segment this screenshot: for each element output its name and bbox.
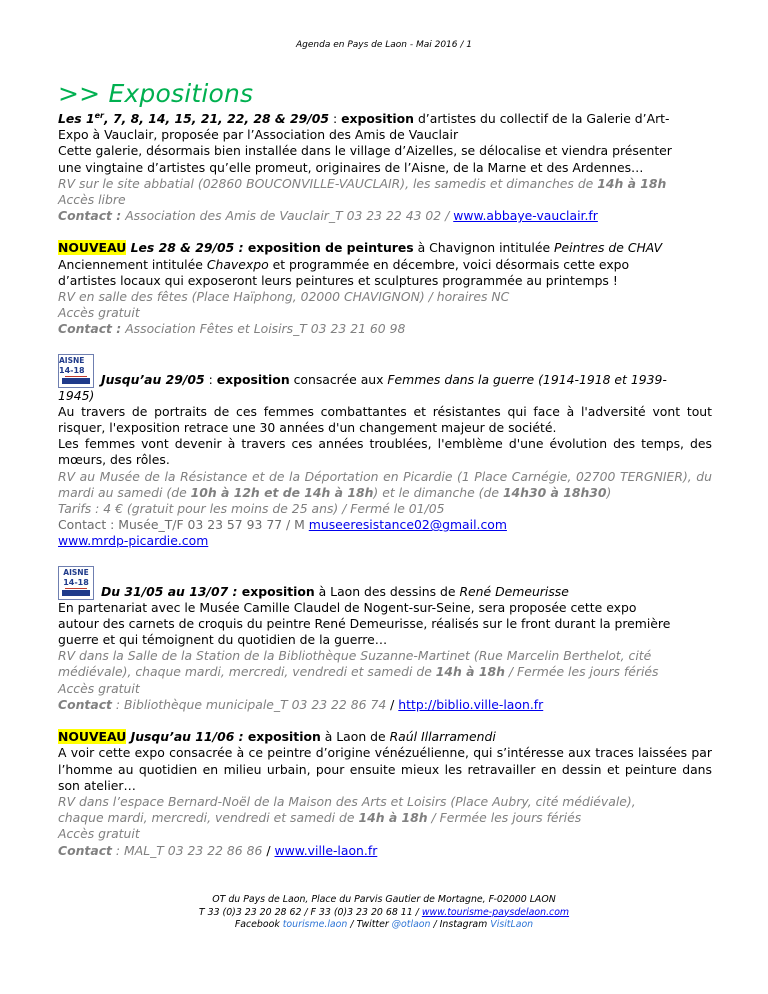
event-kind: exposition [216, 371, 290, 387]
event-website-link[interactable]: http://biblio.ville-laon.fr [398, 696, 544, 712]
instagram-link[interactable]: VisitLaon [490, 919, 534, 930]
event-desc-line: d’artistes locaux qui exposeront leurs peintures et sculptures programmée au printemps ! [58, 272, 618, 288]
event-website-link[interactable]: www.mrdp-picardie.com [58, 533, 209, 549]
event-contact: Contact : Musée_T/F 03 23 57 93 77 / M museeresistance02@gmail.com [58, 517, 507, 533]
events-list [58, 111, 712, 875]
event-access: Accès gratuit [58, 826, 140, 842]
event-email-link[interactable]: museeresistance02@gmail.com [308, 517, 507, 533]
event-venue: chaque mardi, mercredi, vendredi et samedi de 14h à 18h / Fermée les jours fériés [58, 810, 582, 826]
event-title: René Demeurisse [459, 583, 569, 599]
event-dates: Jusqu’au 29/05 [100, 371, 205, 387]
contact-label: Contact : [58, 321, 122, 337]
event-dates-rest: , 7, 8, 14, 15, 21, 22, 28 & 29/05 [103, 111, 330, 126]
event-desc-line: autour des carnets de croquis du peintre René Demeurisse, réalisés sur le front durant la première [58, 615, 671, 631]
event-item [58, 111, 712, 224]
contact-label: Contact [58, 696, 112, 712]
event-desc-line: Expo à Vauclair, proposée par l’Association des Amis de Vauclair [58, 127, 459, 143]
event-headline: NOUVEAU Jusqu’au 11/06 : exposition à Laon de Raúl Illarramendi [58, 729, 496, 745]
event-kind: exposition de peintures [243, 240, 414, 256]
twitter-link[interactable]: @otlaon [391, 919, 431, 930]
event-sep: : [329, 111, 342, 126]
event-desc-line: Anciennement intitulée Chavexpo et programmée en décembre, voici désormais cette expo [58, 256, 630, 272]
contact-label: Contact : [58, 208, 122, 224]
event-kind: exposition [243, 729, 321, 745]
event-access: Accès gratuit [58, 680, 140, 696]
new-badge: NOUVEAU [58, 729, 127, 745]
section-title: >> Expositions [58, 79, 254, 108]
event-desc-line: Cette galerie, désormais bien installée dans le village d’Aizelles, se délocalise et viendra présenter [58, 143, 672, 159]
event-kind: exposition [341, 111, 414, 126]
aisne-14-18-logo: AISNE 14-18 [58, 354, 94, 388]
event-website-link[interactable]: www.abbaye-vauclair.fr [453, 208, 598, 224]
event-access: Accès libre [58, 192, 126, 208]
event-venue: RV sur le site abbatial (02860 BOUCONVILLE-VAUCLAIR), les samedis et dimanches de 14h à 18h [58, 175, 667, 191]
event-contact: Contact : MAL_T 03 23 22 86 86 / www.ville-laon.fr [58, 842, 378, 858]
event-desc-line: En partenariat avec le Musée Camille Claudel de Nogent-sur-Seine, sera proposée cette expo [58, 599, 637, 615]
event-website-link[interactable]: www.ville-laon.fr [274, 842, 378, 858]
contact-label: Contact [58, 842, 112, 858]
event-dates: Les 1 [58, 111, 95, 126]
event-contact: Contact : Association Fêtes et Loisirs_T 03 23 21 60 98 [58, 321, 406, 337]
event-title-cont: 1945) [58, 387, 95, 403]
event-dates: Jusqu’au 11/06 : [126, 729, 244, 745]
event-headline: NOUVEAU Les 28 & 29/05 : exposition de peintures à Chavignon intitulée Peintres de CHAV [58, 240, 663, 256]
facebook-link[interactable]: tourisme.laon [282, 919, 348, 930]
event-venue: RV dans la Salle de la Station de la Bibliothèque Suzanne-Martinet (Rue Marcelin Berthelot, cité [58, 648, 652, 664]
event-dates: Du 31/05 au 13/07 : [100, 583, 238, 599]
event-access: Accès gratuit [58, 305, 140, 321]
event-desc-line: Au travers de portraits de ces femmes combattantes et résistantes qui face à l'adversité vont tout risquer, l'exposition retrace une 30 années d'un changement majeur de société. [58, 403, 712, 436]
event-venue: médiévale), chaque mardi, mercredi, vendredi et samedi de 14h à 18h / Fermée les jours fériés [58, 664, 659, 680]
aisne-14-18-logo: AISNE 14-18 [58, 566, 94, 600]
event-contact: Contact : Bibliothèque municipale_T 03 23 22 86 74 / http://biblio.ville-laon.fr [58, 696, 544, 712]
new-badge: NOUVEAU [58, 240, 127, 256]
footer-website-link[interactable]: www.tourisme-paysdelaon.com [421, 906, 570, 918]
event-item [58, 354, 712, 550]
event-desc: d’artistes du collectif de la Galerie d’Art- [414, 111, 670, 126]
event-kind: exposition [237, 583, 315, 599]
event-dates: Les 28 & 29/05 : [126, 240, 244, 256]
event-item [58, 729, 712, 859]
event-headline [58, 111, 712, 127]
event-desc-line: guerre et qui témoignent du quotidien de la guerre… [58, 632, 388, 648]
event-title: Peintres de CHAV [554, 240, 663, 256]
event-contact: Contact : Association des Amis de Vauclair_T 03 23 22 43 02 / www.abbaye-vauclair.fr [58, 208, 598, 224]
footer-phone: T 33 (0)3 23 20 28 62 / F 33 (0)3 23 20 68 11 / www.tourisme-paysdelaon.com [198, 906, 570, 918]
event-desc-line: une vingtaine d’artistes qu’elle promeut, originaires de l’Aisne, de la Marne et des Ardennes… [58, 159, 644, 175]
event-item [58, 566, 712, 713]
page-header: Agenda en Pays de Laon - Mai 2016 / 1 [296, 40, 472, 50]
event-desc-line: A voir cette expo consacrée à ce peintre d’origine vénézuélienne, qui s’intéresse aux traces laissées par l’homme au quotidien en milieu urbain, pour ensuite mieux les retravailler en dessin et peinture dans son atelier… [58, 745, 712, 793]
event-venue: RV en salle des fêtes (Place Haïphong, 02000 CHAVIGNON) / horaires NC [58, 289, 510, 305]
page-footer [0, 894, 768, 932]
event-title: Raúl Illarramendi [389, 729, 496, 745]
event-dates-sup: er [94, 110, 104, 120]
event-venue: RV dans l’espace Bernard-Noël de la Maison des Arts et Loisirs (Place Aubry, cité médiévale), [58, 793, 636, 809]
event-headline: AISNE 14-18 Du 31/05 au 13/07 : exposition à Laon des dessins de René Demeurisse [58, 566, 712, 600]
footer-social: Facebook tourisme.laon / Twitter @otlaon / Instagram VisitLaon [234, 919, 534, 930]
footer-address: OT du Pays de Laon, Place du Parvis Gautier de Mortagne, F-02000 LAON [212, 894, 556, 905]
event-item [58, 240, 712, 337]
event-tariffs: Tarifs : 4 € (gratuit pour les moins de 25 ans) / Fermé le 01/05 [58, 501, 445, 517]
event-hours: 14h à 18h [597, 175, 667, 191]
event-web [58, 533, 712, 549]
event-venue: RV au Musée de la Résistance et de la Déportation en Picardie (1 Place Carnégie, 02700 TERGNIER), du mardi au samedi (de 10h à 12h et de 14h à 18h) et le dimanche (de 14h30 à 18h30) [58, 468, 712, 500]
event-desc-line: Les femmes vont devenir à travers ces années troublées, l'emblème d'une évolution des temps, des mœurs, des rôles. [58, 436, 712, 468]
event-title: Femmes dans la guerre (1914-1918 et 1939- [387, 371, 667, 387]
event-headline: AISNE 14-18 Jusqu’au 29/05 : exposition consacrée aux Femmes dans la guerre (1914-1918 et 1939- [59, 355, 667, 387]
